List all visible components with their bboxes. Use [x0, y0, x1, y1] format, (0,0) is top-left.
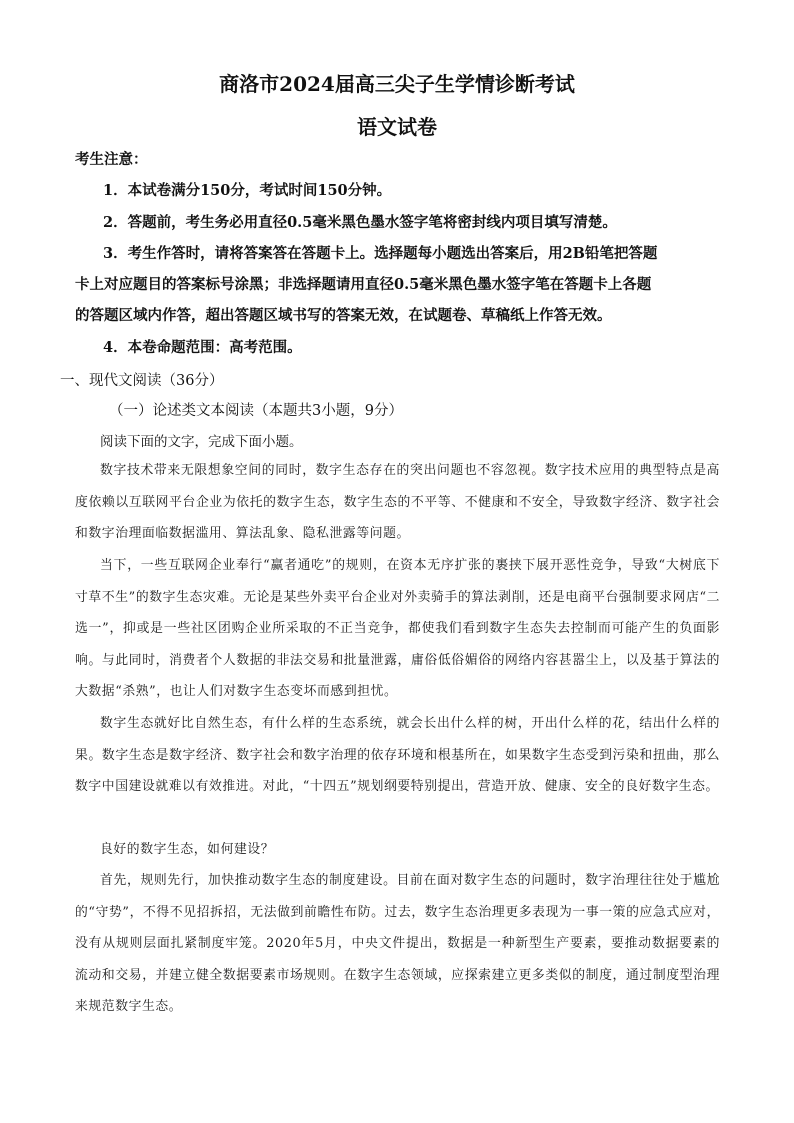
- notice-item-3: 3．考生作答时，请将答案答在答题卡上。选择题每小题选出答案后，用2B铅笔把答题: [103, 245, 658, 262]
- notice-label: 考生注意：: [75, 151, 148, 168]
- reading-instruction: 阅读下面的文字，完成下面小题。: [100, 434, 303, 450]
- notice-item-1: 1．本试卷满分150分，考试时间150分钟。: [103, 182, 392, 199]
- notice-item-2: 2．答题前，考生务必用直径0.5毫米黑色墨水签字笔将密封线内项目填写清楚。: [103, 214, 617, 231]
- passage-paragraph-4: 良好的数字生态，如何建设？: [100, 842, 275, 857]
- passage-paragraph-5: 首先，规则先行，加快推动数字生态的制度建设。目前在面对数字生态的问题时，数字治理往往处于尴尬的“守势”，不得不见招拆招，无法做到前瞻性布防。过去，数字生态治理更多表现为一事一策的应急式应对，没有从规则层面扎紧制度牢笼。2020年5月，中央文件提出，数据是一种新型生产要素，要推动数据要素的流动和交易，并建立健全数据要素市场规则。在数字生态领域，应探索建立更多类似的制度，通过制度型治理来规范数字生态。: [75, 873, 720, 1014]
- passage-paragraph-3: 数字生态就好比自然生态，有什么样的生态系统，就会长出什么样的树，开出什么样的花，结出什么样的果。数字生态是数字经济、数字社会和数字治理的依存环境和根基所在，如果数字生态受到污染和扭曲，那么数字中国建设就难以有效推进。对此，“十四五”规划纲要特别提出，营造开放、健康、安全的良好数字生态。: [75, 716, 720, 794]
- notice-item-3-cont-2: 的答题区域内作答，超出答题区域书写的答案无效，在试题卷、草稿纸上作答无效。: [75, 307, 612, 324]
- notice-item-4: 4．本卷命题范围：高考范围。: [103, 339, 302, 356]
- notice-item-3-cont-1: 卡上对应题目的答案标号涂黑；非选择题请用直径0.5毫米黑色墨水签字笔在答题卡上各题: [75, 276, 652, 293]
- exam-title: 商洛市2024届高三尖子生学情诊断考试: [219, 72, 575, 96]
- passage-paragraph-2: 当下，一些互联网企业奉行“赢者通吃”的规则，在资本无序扩张的裹挟下展开恶性竞争，导致“大树底下寸草不生”的数字生态灾难。无论是某些外卖平台企业对外卖骑手的算法剥削，还是电商平台强制要求网店“二选一”，抑或是一些社区团购企业所采取的不正当竞争，都使我们看到数字生态失去控制而可能产生的负面影响。与此同时，消费者个人数据的非法交易和批量泄露，庸俗低俗媚俗的网络内容甚嚣尘上，以及基于算法的大数据“杀熟”，也让人们对数字生态变坏而感到担忧。: [75, 558, 720, 699]
- exam-subtitle: 语文试卷: [357, 115, 437, 139]
- subsection-heading: （一）论述类文本阅读（本题共3小题，9分）: [109, 403, 403, 419]
- section-heading: 一、现代文阅读（36分）: [60, 373, 224, 389]
- passage-paragraph-1: 数字技术带来无限想象空间的同时，数字生态存在的突出问题也不容忽视。数字技术应用的典型特点是高度依赖以互联网平台企业为依托的数字生态，数字生态的不平等、不健康和不安全，导致数字经济、数字社会和数字治理面临数据滥用、算法乱象、隐私泄露等问题。: [75, 463, 720, 541]
